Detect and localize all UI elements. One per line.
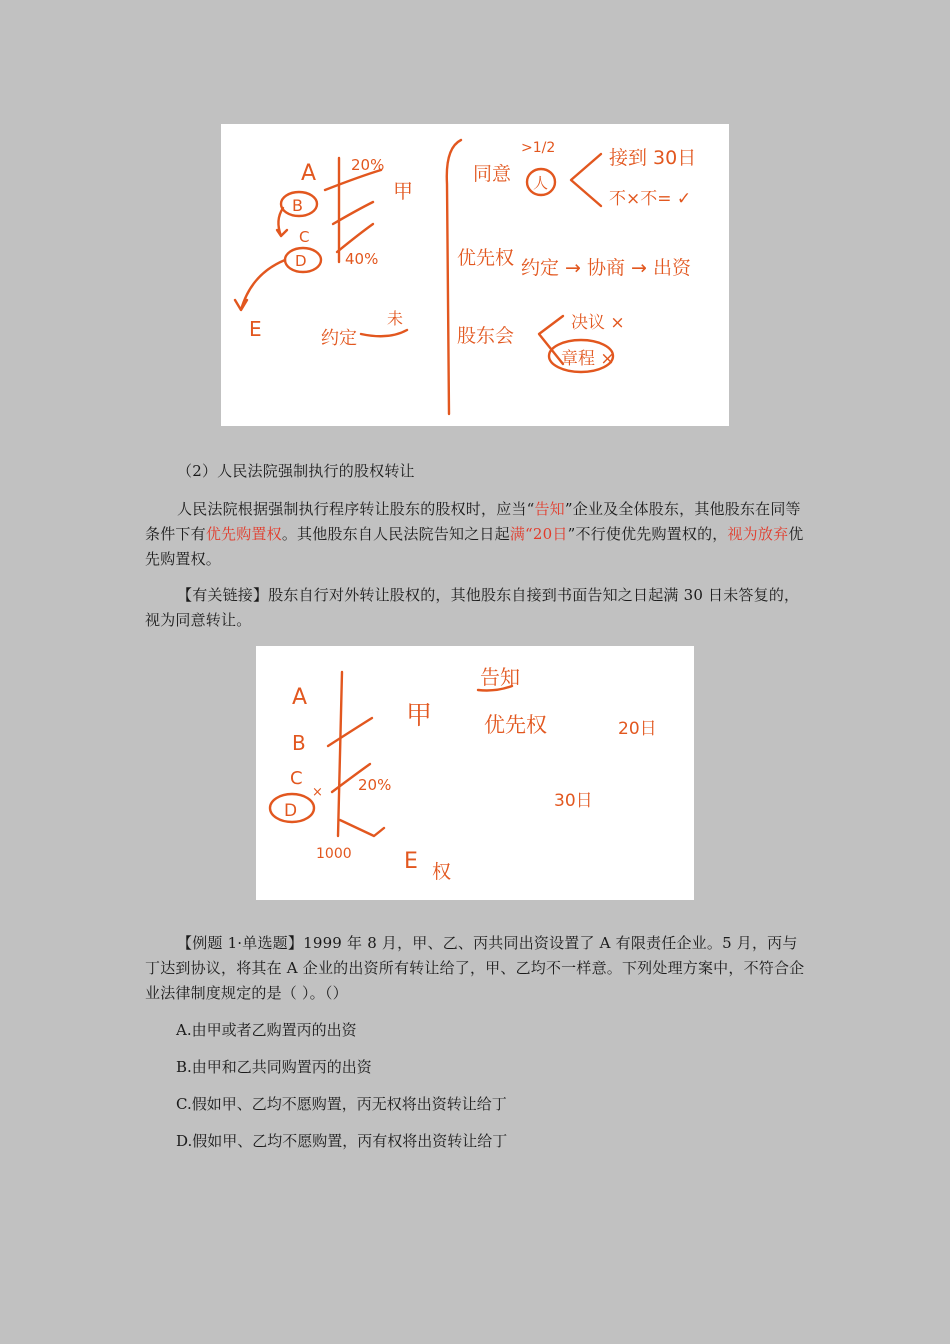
- section-heading: （2）人民法院强制执行的股权转让: [177, 462, 415, 480]
- bracket: [571, 154, 601, 206]
- label-half: >1/2: [521, 140, 556, 156]
- bracket: [539, 316, 563, 364]
- label-c: C: [290, 768, 303, 789]
- label-20-days: 20日: [618, 719, 657, 739]
- label-30-days: 30日: [554, 791, 593, 811]
- label-youxianquan: 优先权: [457, 247, 515, 269]
- highlight-waived: 视为放弃: [727, 525, 789, 543]
- label-jia: 甲: [393, 179, 413, 203]
- label-jiedao: 接到 30日: [609, 147, 697, 169]
- label-b: B: [292, 196, 303, 215]
- arrow: [235, 260, 285, 310]
- related-link-paragraph: 【有关链接】股东自行对外转让股权的，其他股东自接到书面告知之日起满 30 日未答复的，视为同意转让。: [145, 586, 800, 629]
- text-segment: ”不行使优先购置权的，: [567, 525, 728, 543]
- highlight-gaozhi: 告知: [534, 500, 565, 518]
- option-b: B.由甲和乙共同购置丙的出资: [176, 1058, 372, 1076]
- label-tongyi: 同意: [473, 163, 512, 185]
- ownership-line: [338, 672, 342, 836]
- divider-brace: [447, 140, 461, 414]
- option-c: C.假如甲、乙均不愿购置，丙无权将出资转让给丁: [176, 1095, 507, 1113]
- stroke: [337, 224, 373, 252]
- text-segment: 优先购置权。: [145, 525, 804, 568]
- label-d: D: [295, 252, 307, 270]
- label-pct40: 40%: [345, 250, 379, 268]
- whiteboard-diagram-2: [256, 646, 694, 900]
- underline: [361, 330, 407, 336]
- highlight-priority-right: 优先购置权: [205, 525, 282, 543]
- label-yueding: 约定: [321, 328, 357, 349]
- label-b: B: [292, 731, 306, 755]
- label-x: ×: [312, 785, 323, 800]
- label-a: A: [301, 161, 317, 186]
- text-segment: ”企业及全体股东，其他股东在同等条件下有: [145, 500, 801, 543]
- label-ren: 人: [533, 174, 549, 192]
- label-wei: 未: [387, 309, 404, 328]
- label-e: E: [249, 317, 262, 341]
- label-gudonghui: 股东会: [457, 325, 515, 347]
- paragraph-court-transfer: [145, 497, 807, 572]
- whiteboard-diagram-1: [221, 124, 729, 426]
- label-youxianquan: 优先权: [484, 713, 547, 737]
- label-jueyi: 决议 ×: [571, 313, 625, 333]
- highlight-20-days: 满“20日: [509, 525, 568, 543]
- label-gaozhi: 告知: [480, 665, 520, 689]
- arrow: [340, 820, 384, 836]
- example-question: 【例题 1·单选题】1999 年 8 月，甲、乙、丙共同出资设置了 A 有限责任企业。5 月，丙与丁达到协议，将其在 A 企业的出资所有转让给了，甲、乙均不一样意。下列处理方案中，不符合企业法律制度规定的是（ ）。（）: [145, 934, 805, 1002]
- label-pct20: 20%: [351, 156, 385, 174]
- handwritten-sketch-1: [221, 124, 729, 426]
- label-c: C: [299, 228, 310, 246]
- label-a: A: [292, 685, 308, 710]
- label-yueding-xieshang: 约定 → 协商 → 出资: [521, 257, 691, 279]
- label-d: D: [284, 801, 298, 821]
- label-bubu: 不×不= ✓: [609, 189, 692, 209]
- label-quan: 权: [432, 861, 452, 883]
- handwritten-sketch-2: [256, 646, 694, 900]
- label-e: E: [404, 849, 418, 874]
- stroke: [328, 718, 372, 746]
- label-zhangcheng: 章程 ×: [561, 349, 615, 369]
- label-pct20: 20%: [358, 776, 392, 794]
- text-segment: 。其他股东自人民法院告知之日起: [281, 525, 510, 543]
- label-1000: 1000: [316, 846, 352, 862]
- option-a: A.由甲或者乙购置丙的出资: [176, 1021, 357, 1039]
- option-d: D.假如甲、乙均不愿购置，丙有权将出资转让给丁: [176, 1132, 508, 1150]
- text-segment: 人民法院根据强制执行程序转让股东的股权时，应当“: [177, 500, 535, 518]
- label-jia: 甲: [406, 701, 433, 731]
